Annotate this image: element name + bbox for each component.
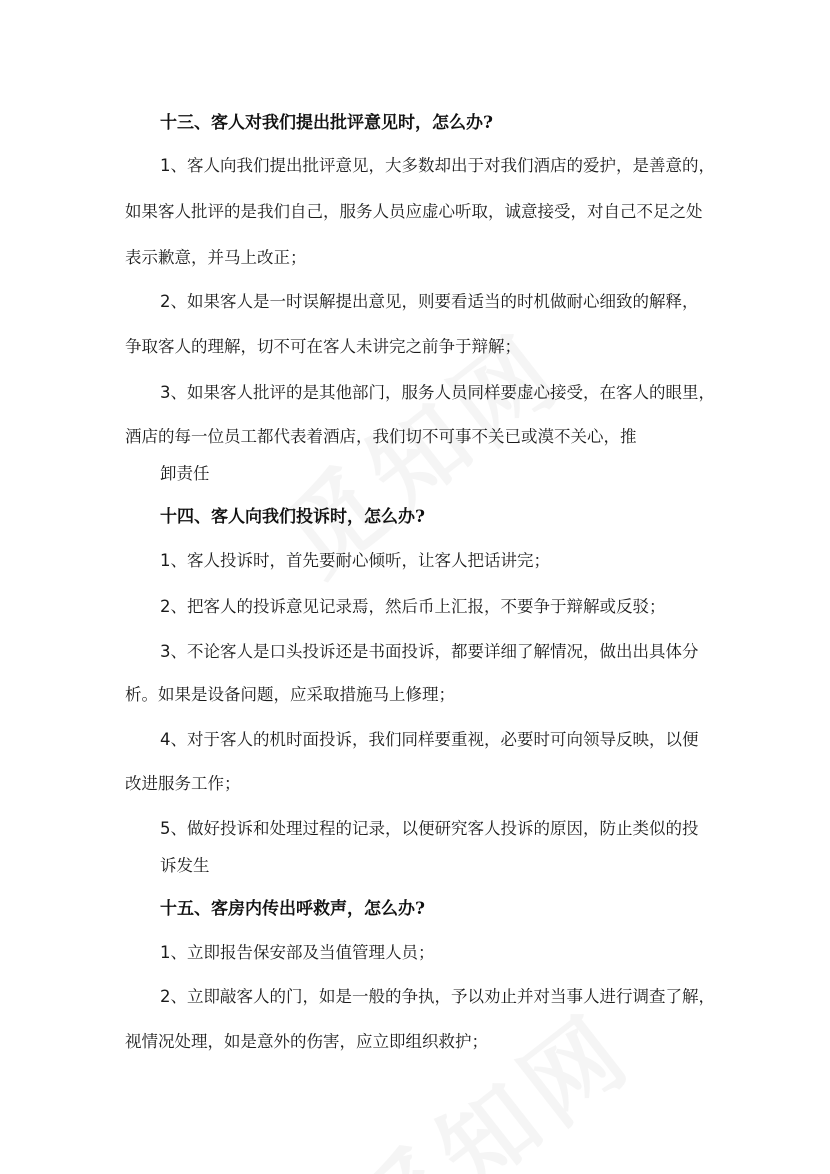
section-heading: 十五、客房内传出呼救声，怎么办? [160,899,425,919]
paragraph-line: 4、对于客人的机时面投诉，我们同样要重视，必要时可向领导反映，以便 [160,730,699,749]
paragraph-line: 如果客人批评的是我们自己，服务人员应虚心听取，诚意接受，对自己不足之处 [125,202,703,221]
paragraph-line: 1、客人投诉时，首先要耐心倾听，让客人把话讲完； [160,551,550,570]
paragraph-line: 视情况处理，如是意外的伤害，应立即组织救护； [125,1032,488,1051]
paragraph-line: 3、如果客人批评的是其他部门，服务人员同样要虚心接受，在客人的眼里， [160,383,715,402]
paragraph-line: 析。如果是设备问题，应采取措施马上修理； [125,685,455,704]
paragraph-line: 5、做好投诉和处理过程的记录，以便研究客人投诉的原因，防止类似的投 [160,819,699,838]
section-heading: 十三、客人对我们提出批评意见时，怎么办? [160,113,493,133]
section-heading: 十四、客人向我们投诉时，怎么办? [160,507,425,527]
paragraph-line: 改进服务工作； [125,774,241,793]
paragraph-line: 卸责任 [160,464,210,483]
paragraph-line: 1、立即报告保安部及当值管理人员； [160,943,435,962]
paragraph-line: 2、立即敲客人的门，如是一般的争执，予以劝止并对当事人进行调查了解， [160,987,715,1006]
paragraph-line: 2、如果客人是一时误解提出意见，则要看适当的时机做耐心细致的解释， [160,292,699,311]
paragraph-line: 酒店的每一位员工都代表着酒店，我们切不可事不关已或漠不关心，推 [125,427,637,446]
paragraph-line: 争取客人的理解，切不可在客人未讲完之前争于辩解； [125,337,521,356]
paragraph-line: 2、把客人的投诉意见记录焉，然后币上汇报，不要争于辩解或反驳； [160,597,666,616]
paragraph-line: 1、客人向我们提出批评意见，大多数却出于对我们酒店的爱护，是善意的， [160,156,715,175]
paragraph-line: 表示歉意，并马上改正； [125,248,307,267]
paragraph-line: 诉发生 [160,856,210,875]
paragraph-line: 3、不论客人是口头投诉还是书面投诉，都要详细了解情况，做出出具体分 [160,642,699,661]
